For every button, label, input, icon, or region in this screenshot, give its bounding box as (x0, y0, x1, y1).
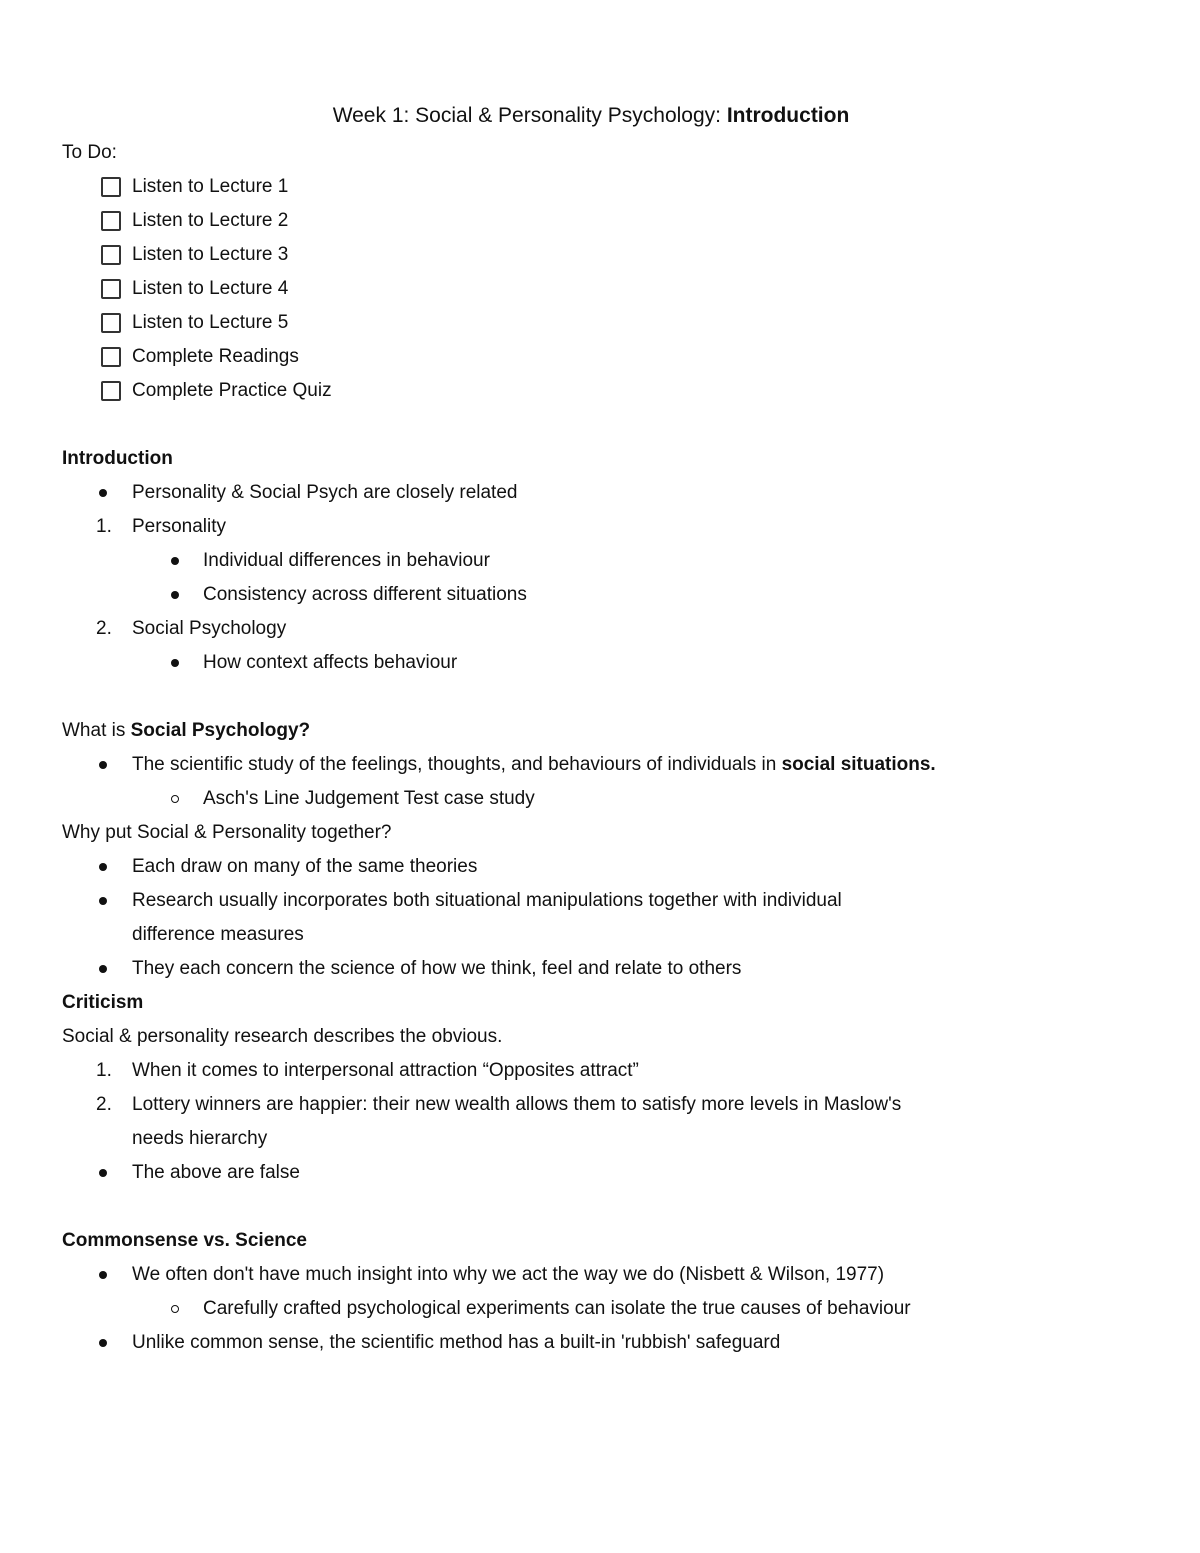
title-prefix: Week 1: Social & Personality Psychology: (332, 104, 727, 127)
list-item-text: needs hierarchy (132, 1128, 268, 1149)
bullet-icon (99, 1169, 107, 1177)
checklist-item (62, 170, 1162, 204)
list-item-text: Research usually incorporates both situational manipulations together with individual (132, 890, 842, 911)
list-item-text: How context affects behaviour (203, 652, 458, 673)
checkbox-icon[interactable] (101, 381, 121, 401)
bullet-icon (99, 863, 107, 871)
checklist-item (62, 306, 1162, 340)
checkbox-icon[interactable] (101, 313, 121, 333)
checklist-item-text: Listen to Lecture 2 (132, 210, 289, 231)
bullet-icon (99, 897, 107, 905)
list-item-text: Carefully crafted psychological experiments can isolate the true causes of behaviour (203, 1298, 911, 1319)
checklist-item-text: Complete Readings (132, 346, 299, 367)
heading-prefix: What is (62, 720, 131, 741)
checkbox-icon[interactable] (101, 177, 121, 197)
checkbox-icon[interactable] (101, 245, 121, 265)
list-item (62, 850, 1162, 884)
list-item-text: We often don't have much insight into why we act the way we do (Nisbett & Wilson, 1977) (132, 1264, 885, 1285)
section-heading-why: Why put Social & Personality together? (62, 822, 392, 843)
list-item-text: When it comes to interpersonal attraction “Opposites attract” (132, 1060, 639, 1081)
bullet-icon (171, 659, 179, 667)
list-item-text: They each concern the science of how we think, feel and relate to others (132, 958, 742, 979)
checklist-item (62, 238, 1162, 272)
list-item-text: Consistency across different situations (203, 584, 527, 605)
list-item-text: The scientific study of the feelings, thoughts, and behaviours of individuals in (132, 754, 782, 775)
list-item (62, 952, 1162, 986)
list-item (62, 748, 1162, 782)
paragraph: Social & personality research describes the obvious. (62, 1026, 503, 1047)
spacer (62, 1190, 1162, 1224)
list-item (62, 510, 1162, 544)
list-item (62, 884, 1162, 918)
bullet-icon (99, 489, 107, 497)
checklist-item (62, 272, 1162, 306)
checklist-item (62, 204, 1162, 238)
list-item (62, 612, 1162, 646)
checklist-item-text: Listen to Lecture 5 (132, 312, 289, 333)
checkbox-icon[interactable] (101, 347, 121, 367)
checklist-item (62, 340, 1162, 374)
list-number: 2. (96, 618, 112, 639)
list-item-text: difference measures (132, 924, 304, 945)
heading-bold: Social Psychology? (130, 720, 311, 741)
list-item-continuation (62, 918, 1162, 952)
page-title (0, 99, 1182, 133)
list-item (62, 1258, 1162, 1292)
list-item-text: Individual differences in behaviour (203, 550, 490, 571)
list-item-text: Personality (132, 516, 226, 537)
section-heading-commonsense: Commonsense vs. Science (62, 1230, 307, 1251)
section-heading-criticism: Criticism (62, 992, 144, 1013)
checklist-item-text: Listen to Lecture 3 (132, 244, 289, 265)
list-item-text: Each draw on many of the same theories (132, 856, 478, 877)
list-number: 1. (96, 516, 112, 537)
bullet-icon (171, 591, 179, 599)
list-item (62, 1054, 1162, 1088)
list-item (62, 1088, 1162, 1122)
checklist-item-text: Listen to Lecture 1 (132, 176, 289, 197)
todo-label: To Do: (62, 142, 117, 163)
list-item-text: Asch's Line Judgement Test case study (203, 788, 535, 809)
bullet-icon (99, 1339, 107, 1347)
hollow-bullet-icon (171, 795, 179, 803)
spacer (62, 408, 1162, 442)
bullet-icon (171, 557, 179, 565)
checklist-item-text: Listen to Lecture 4 (132, 278, 289, 299)
bullet-icon (99, 1271, 107, 1279)
bullet-icon (99, 965, 107, 973)
checkbox-icon[interactable] (101, 211, 121, 231)
list-item-text: Personality & Social Psych are closely related (132, 482, 518, 503)
list-item (62, 1156, 1162, 1190)
list-item (62, 646, 1162, 680)
list-item (62, 578, 1162, 612)
title-bold: Introduction (726, 104, 850, 127)
list-item (62, 476, 1162, 510)
list-item (62, 1292, 1162, 1326)
list-item-text: Unlike common sense, the scientific method has a built-in 'rubbish' safeguard (132, 1332, 781, 1353)
section-heading-introduction: Introduction (62, 448, 173, 469)
bullet-icon (99, 761, 107, 769)
list-item-continuation (62, 1122, 1162, 1156)
checklist-item-text: Complete Practice Quiz (132, 380, 332, 401)
list-item-bold: social situations. (781, 754, 936, 775)
list-item-text: The above are false (132, 1162, 300, 1183)
list-item (62, 544, 1162, 578)
hollow-bullet-icon (171, 1305, 179, 1313)
list-item (62, 1326, 1162, 1360)
section-heading-what-is (62, 714, 1162, 748)
document-body (62, 136, 1162, 1360)
checklist-item (62, 374, 1162, 408)
list-item (62, 782, 1162, 816)
checkbox-icon[interactable] (101, 279, 121, 299)
list-number: 1. (96, 1060, 112, 1081)
list-number: 2. (96, 1094, 112, 1115)
spacer (62, 680, 1162, 714)
list-item-text: Lottery winners are happier: their new wealth allows them to satisfy more levels in Maslow's (132, 1094, 902, 1115)
list-item-text: Social Psychology (132, 618, 287, 639)
